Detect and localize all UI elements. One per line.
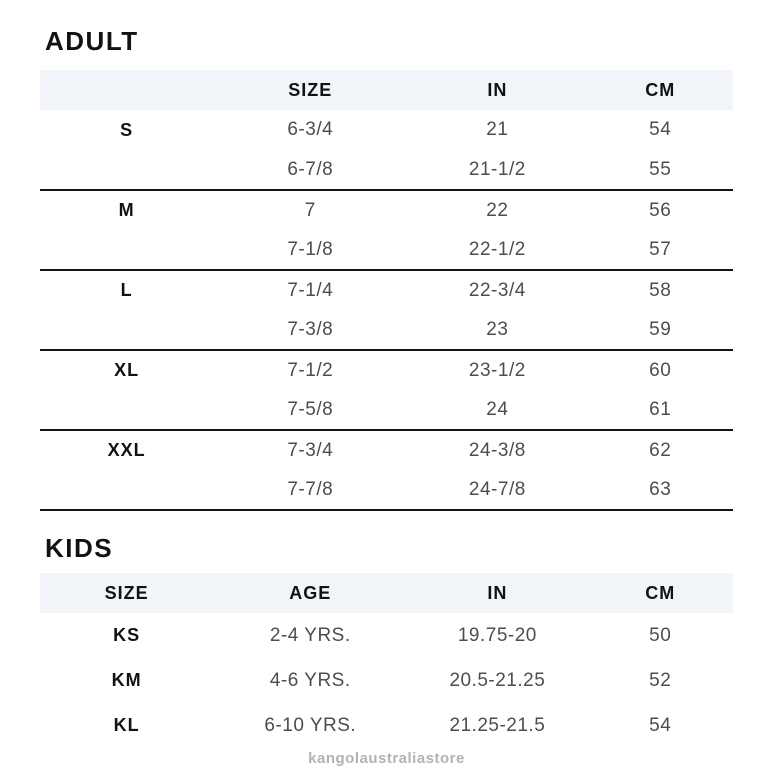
size-cell: 7 — [304, 199, 316, 221]
in-cell: 21-1/2 — [407, 150, 587, 190]
kids-header-row — [40, 573, 733, 613]
adult-col-in: IN — [487, 79, 508, 100]
watermark: kangolaustraliastore — [308, 750, 465, 768]
cm-cell: 52 — [649, 669, 672, 691]
kids-col-age: AGE — [289, 582, 332, 603]
adult-size-table — [40, 70, 733, 511]
table-row — [40, 470, 733, 510]
cm-cell: 54 — [649, 119, 672, 141]
table-row — [40, 110, 733, 150]
table-row — [40, 190, 733, 230]
row-label: KL — [113, 715, 140, 736]
cm-cell: 60 — [649, 359, 672, 381]
in-cell: 22 — [486, 199, 509, 221]
in-cell: 24 — [407, 390, 587, 430]
cm-cell: 56 — [649, 199, 672, 221]
kids-col-in: IN — [487, 582, 508, 603]
in-cell: 19.75-20 — [457, 624, 537, 646]
in-cell: 20.5-21.25 — [449, 669, 546, 691]
table-row — [40, 350, 733, 390]
table-row — [40, 230, 733, 270]
adult-col-blank — [40, 70, 213, 110]
row-label — [40, 310, 213, 350]
in-cell: 22-3/4 — [468, 279, 526, 301]
adult-col-cm: CM — [645, 79, 676, 100]
in-cell: 24-3/8 — [468, 439, 526, 461]
size-cell: 7-3/4 — [287, 439, 334, 461]
size-cell: 7-5/8 — [213, 390, 407, 430]
kids-section-title: KIDS — [45, 533, 114, 564]
cm-cell: 50 — [649, 624, 672, 646]
table-row — [40, 703, 733, 748]
table-row — [40, 310, 733, 350]
table-row — [40, 430, 733, 470]
table-row — [40, 658, 733, 703]
cm-cell: 59 — [587, 310, 733, 350]
age-cell: 6-10 YRS. — [264, 714, 357, 736]
size-cell: 6-7/8 — [213, 150, 407, 190]
size-cell: 7-3/8 — [213, 310, 407, 350]
in-cell: 22-1/2 — [407, 230, 587, 270]
size-cell: 7-7/8 — [213, 470, 407, 510]
adult-section-title: ADULT — [45, 26, 139, 56]
in-cell: 23 — [407, 310, 587, 350]
table-row — [40, 150, 733, 190]
size-cell: 7-1/2 — [287, 359, 334, 381]
cm-cell: 58 — [649, 279, 672, 301]
row-label — [40, 390, 213, 430]
cm-cell: 54 — [649, 714, 672, 736]
kids-col-cm: CM — [645, 582, 676, 603]
in-cell: 21.25-21.5 — [449, 714, 546, 736]
kids-col-size: SIZE — [104, 582, 149, 603]
adult-col-size: SIZE — [288, 79, 333, 100]
cm-cell: 55 — [587, 150, 733, 190]
cm-cell: 61 — [587, 390, 733, 430]
table-row — [40, 390, 733, 430]
row-label: M — [118, 200, 135, 221]
cm-cell: 62 — [649, 439, 672, 461]
table-row — [40, 270, 733, 310]
cm-cell: 63 — [587, 470, 733, 510]
kids-size-table — [40, 573, 733, 748]
in-cell: 24-7/8 — [407, 470, 587, 510]
row-label: XXL — [107, 440, 146, 461]
in-cell: 23-1/2 — [468, 359, 526, 381]
adult-header-row — [40, 70, 733, 110]
row-label — [40, 150, 213, 190]
row-label: L — [120, 280, 133, 301]
row-label: KS — [113, 625, 141, 646]
row-label: KM — [111, 670, 142, 691]
cm-cell: 57 — [587, 230, 733, 270]
row-label — [40, 470, 213, 510]
size-cell: 7-1/4 — [287, 279, 334, 301]
age-cell: 2-4 YRS. — [269, 624, 351, 646]
table-row — [40, 613, 733, 658]
row-label — [40, 230, 213, 270]
age-cell: 4-6 YRS. — [269, 669, 351, 691]
size-cell: 6-3/4 — [287, 119, 334, 141]
row-label: S — [120, 119, 134, 140]
size-cell: 7-1/8 — [213, 230, 407, 270]
in-cell: 21 — [486, 119, 509, 141]
row-label: XL — [114, 360, 140, 381]
